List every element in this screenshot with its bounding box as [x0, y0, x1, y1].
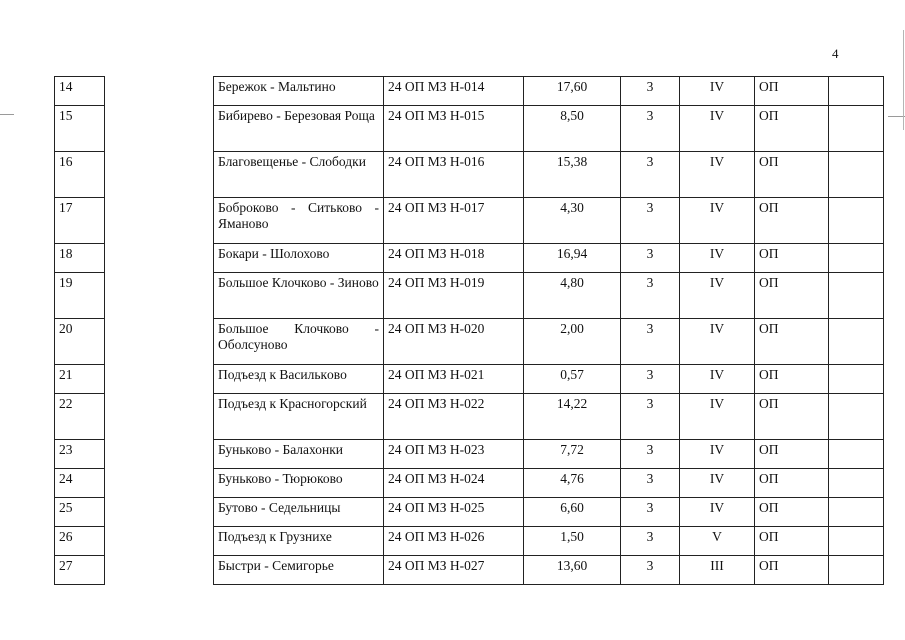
road-name-cell: Подъезд к Василькoво — [214, 365, 384, 394]
table-row — [214, 273, 884, 319]
road-length-cell: 0,57 — [524, 365, 621, 394]
road-value-cell: 3 — [621, 527, 680, 556]
table-row — [214, 152, 884, 198]
table-row — [55, 527, 105, 556]
road-code-cell: 24 ОП МЗ Н-017 — [384, 198, 524, 244]
row-number-cell: 21 — [55, 365, 105, 394]
road-category-cell: IV — [680, 273, 755, 319]
table-row — [214, 77, 884, 106]
road-length-cell: 15,38 — [524, 152, 621, 198]
road-code-cell: 24 ОП МЗ Н-027 — [384, 556, 524, 585]
road-name-cell: Большое Клочково - Зиново — [214, 273, 384, 319]
road-value-cell: 3 — [621, 198, 680, 244]
road-value-cell: 3 — [621, 365, 680, 394]
road-category-cell: IV — [680, 498, 755, 527]
row-number-cell: 22 — [55, 394, 105, 440]
table-row — [214, 527, 884, 556]
table-row — [55, 77, 105, 106]
road-extra-cell — [829, 244, 884, 273]
road-value-cell: 3 — [621, 152, 680, 198]
road-category-cell: IV — [680, 319, 755, 365]
row-number-column — [54, 76, 105, 585]
table-row — [55, 440, 105, 469]
road-name-cell: Подъезд к Грузнихе — [214, 527, 384, 556]
road-value-cell: 3 — [621, 469, 680, 498]
road-extra-cell — [829, 440, 884, 469]
road-length-cell: 2,00 — [524, 319, 621, 365]
table-row — [214, 469, 884, 498]
road-value-cell: 3 — [621, 106, 680, 152]
road-value-cell: 3 — [621, 77, 680, 106]
road-code-cell: 24 ОП МЗ Н-015 — [384, 106, 524, 152]
road-code-cell: 24 ОП МЗ Н-021 — [384, 365, 524, 394]
scan-edge-line-right — [903, 30, 904, 130]
table-row — [214, 498, 884, 527]
table-row — [55, 469, 105, 498]
road-code-cell: 24 ОП МЗ Н-014 — [384, 77, 524, 106]
table-row — [55, 106, 105, 152]
road-code-cell: 24 ОП МЗ Н-016 — [384, 152, 524, 198]
road-code-cell: 24 ОП МЗ Н-019 — [384, 273, 524, 319]
road-length-cell: 7,72 — [524, 440, 621, 469]
road-code-cell: 24 ОП МЗ Н-020 — [384, 319, 524, 365]
road-value-cell: 3 — [621, 394, 680, 440]
road-category-cell: IV — [680, 152, 755, 198]
road-type-cell: ОП — [755, 527, 829, 556]
table-row — [214, 394, 884, 440]
roads-table — [213, 76, 884, 585]
road-type-cell: ОП — [755, 77, 829, 106]
road-code-cell: 24 ОП МЗ Н-026 — [384, 527, 524, 556]
road-length-cell: 13,60 — [524, 556, 621, 585]
road-extra-cell — [829, 77, 884, 106]
table-row — [55, 556, 105, 585]
road-value-cell: 3 — [621, 498, 680, 527]
road-code-cell: 24 ОП МЗ Н-018 — [384, 244, 524, 273]
table-row — [55, 498, 105, 527]
road-category-cell: III — [680, 556, 755, 585]
road-extra-cell — [829, 394, 884, 440]
row-number-cell: 18 — [55, 244, 105, 273]
road-code-cell: 24 ОП МЗ Н-024 — [384, 469, 524, 498]
table-row — [214, 244, 884, 273]
row-number-cell: 20 — [55, 319, 105, 365]
row-number-cell: 23 — [55, 440, 105, 469]
row-number-cell: 25 — [55, 498, 105, 527]
row-number-cell: 17 — [55, 198, 105, 244]
row-number-cell: 16 — [55, 152, 105, 198]
road-type-cell: ОП — [755, 469, 829, 498]
road-type-cell: ОП — [755, 394, 829, 440]
table-row — [55, 319, 105, 365]
road-length-cell: 6,60 — [524, 498, 621, 527]
table-row — [214, 556, 884, 585]
road-type-cell: ОП — [755, 365, 829, 394]
table-row — [214, 440, 884, 469]
road-category-cell: IV — [680, 198, 755, 244]
road-length-cell: 16,94 — [524, 244, 621, 273]
road-value-cell: 3 — [621, 319, 680, 365]
road-length-cell: 8,50 — [524, 106, 621, 152]
road-length-cell: 14,22 — [524, 394, 621, 440]
table-row — [55, 365, 105, 394]
table-row — [214, 106, 884, 152]
scan-edge-mark-left — [0, 114, 14, 115]
road-value-cell: 3 — [621, 440, 680, 469]
road-extra-cell — [829, 198, 884, 244]
road-name-cell: Боброково - Ситьково - Ямановo — [214, 198, 384, 244]
road-type-cell: ОП — [755, 152, 829, 198]
road-extra-cell — [829, 556, 884, 585]
road-length-cell: 17,60 — [524, 77, 621, 106]
road-length-cell: 4,30 — [524, 198, 621, 244]
row-number-cell: 15 — [55, 106, 105, 152]
road-extra-cell — [829, 469, 884, 498]
table-row — [214, 198, 884, 244]
road-type-cell: ОП — [755, 319, 829, 365]
road-name-cell: Подъезд к Красногорский — [214, 394, 384, 440]
road-extra-cell — [829, 527, 884, 556]
table-row — [214, 365, 884, 394]
road-name-cell: Бокари - Шолохово — [214, 244, 384, 273]
road-category-cell: IV — [680, 365, 755, 394]
road-category-cell: IV — [680, 394, 755, 440]
road-name-cell: Большое Клочково - Оболсуново — [214, 319, 384, 365]
road-category-cell: V — [680, 527, 755, 556]
road-category-cell: IV — [680, 106, 755, 152]
table-row — [55, 198, 105, 244]
road-code-cell: 24 ОП МЗ Н-025 — [384, 498, 524, 527]
row-number-cell: 27 — [55, 556, 105, 585]
row-number-cell: 24 — [55, 469, 105, 498]
road-value-cell: 3 — [621, 556, 680, 585]
road-category-cell: IV — [680, 77, 755, 106]
road-length-cell: 4,80 — [524, 273, 621, 319]
road-code-cell: 24 ОП МЗ Н-022 — [384, 394, 524, 440]
road-length-cell: 4,76 — [524, 469, 621, 498]
road-extra-cell — [829, 319, 884, 365]
road-extra-cell — [829, 365, 884, 394]
road-type-cell: ОП — [755, 498, 829, 527]
road-extra-cell — [829, 152, 884, 198]
road-category-cell: IV — [680, 244, 755, 273]
road-name-cell: Буньково - Балахонки — [214, 440, 384, 469]
road-category-cell: IV — [680, 440, 755, 469]
road-extra-cell — [829, 273, 884, 319]
road-category-cell: IV — [680, 469, 755, 498]
road-name-cell: Бережок - Мальтино — [214, 77, 384, 106]
road-type-cell: ОП — [755, 273, 829, 319]
table-row — [55, 394, 105, 440]
road-type-cell: ОП — [755, 440, 829, 469]
table-row — [55, 273, 105, 319]
road-name-cell: Благовещенье - Слободки — [214, 152, 384, 198]
road-type-cell: ОП — [755, 106, 829, 152]
road-type-cell: ОП — [755, 198, 829, 244]
row-number-cell: 19 — [55, 273, 105, 319]
table-row — [214, 319, 884, 365]
road-type-cell: ОП — [755, 556, 829, 585]
page-number: 4 — [832, 46, 839, 61]
road-extra-cell — [829, 106, 884, 152]
row-number-cell: 26 — [55, 527, 105, 556]
road-value-cell: 3 — [621, 273, 680, 319]
road-name-cell: Бутово - Седельницы — [214, 498, 384, 527]
road-length-cell: 1,50 — [524, 527, 621, 556]
row-number-cell: 14 — [55, 77, 105, 106]
road-name-cell: Буньково - Тюрюково — [214, 469, 384, 498]
road-name-cell: Бибирево - Березовая Роща — [214, 106, 384, 152]
road-extra-cell — [829, 498, 884, 527]
road-type-cell: ОП — [755, 244, 829, 273]
road-name-cell: Быстри - Семигорье — [214, 556, 384, 585]
table-row — [55, 244, 105, 273]
table-row — [55, 152, 105, 198]
road-value-cell: 3 — [621, 244, 680, 273]
road-code-cell: 24 ОП МЗ Н-023 — [384, 440, 524, 469]
